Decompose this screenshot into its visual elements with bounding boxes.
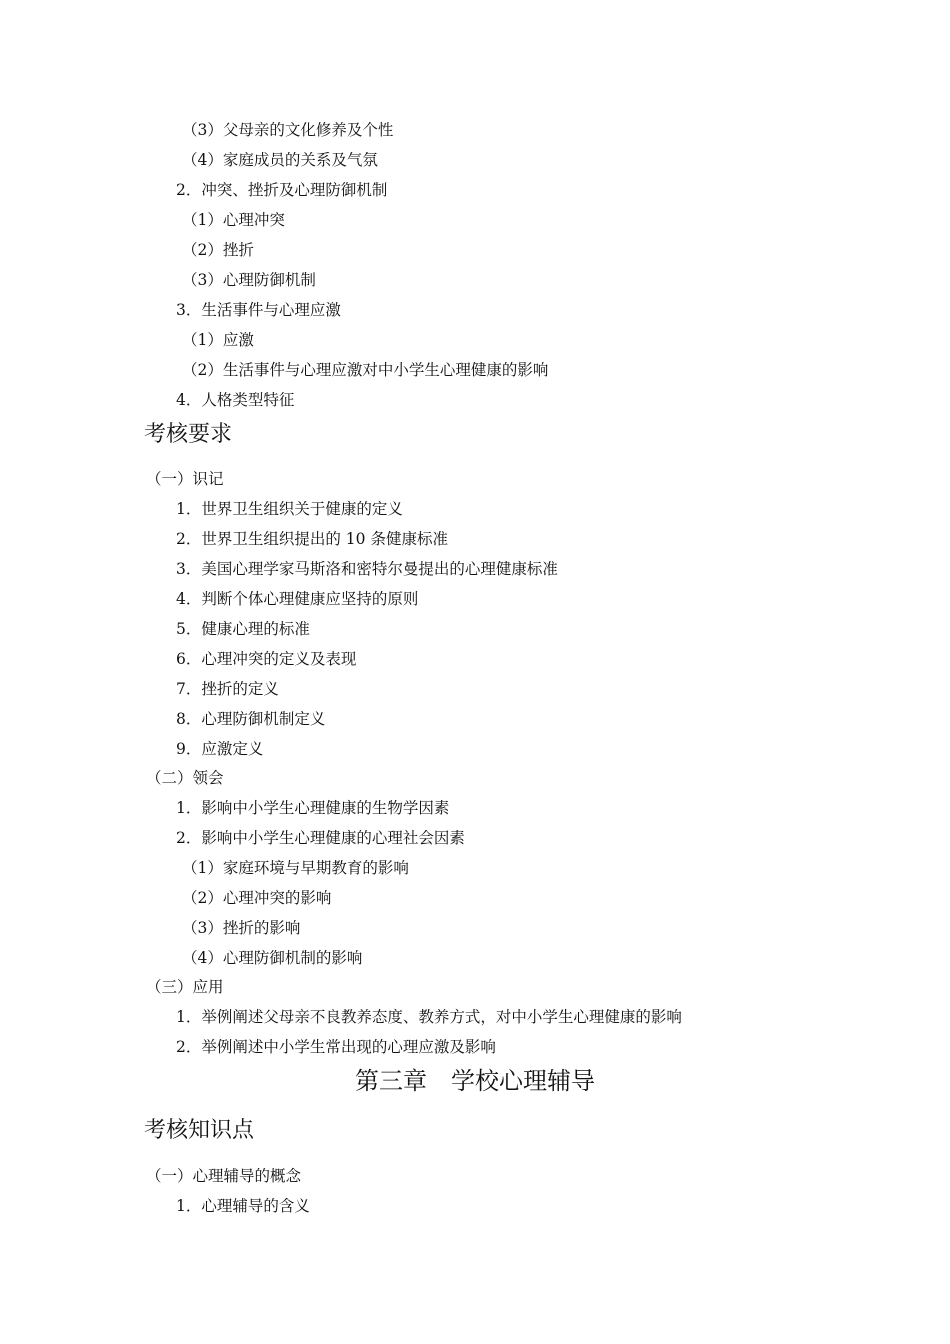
list-item: （1）家庭环境与早期教育的影响 [182, 859, 409, 877]
list-item: 6．心理冲突的定义及表现 [176, 650, 357, 668]
subsection-label-recall: （一）识记 [146, 470, 224, 488]
list-item: （1）应激 [182, 331, 254, 349]
list-item: 8．心理防御机制定义 [176, 710, 326, 728]
list-item: （4）家庭成员的关系及气氛 [182, 151, 378, 169]
list-item: 3．生活事件与心理应激 [176, 301, 341, 319]
list-item: 1．举例阐述父母亲不良教养态度、教养方式，对中小学生心理健康的影响 [176, 1008, 682, 1026]
list-item: 3．美国心理学家马斯洛和密特尔曼提出的心理健康标准 [176, 560, 558, 578]
list-item: 1．心理辅导的含义 [176, 1197, 310, 1215]
list-item: （2）心理冲突的影响 [182, 889, 332, 907]
list-item: 2．冲突、挫折及心理防御机制 [176, 181, 388, 199]
subsection-label-apply: （三）应用 [146, 978, 224, 996]
list-item: 1．影响中小学生心理健康的生物学因素 [176, 799, 450, 817]
list-item: 5．健康心理的标准 [176, 620, 310, 638]
list-item: 2．影响中小学生心理健康的心理社会因素 [176, 829, 465, 847]
list-item: （3）心理防御机制 [182, 271, 316, 289]
list-item: （3）挫折的影响 [182, 919, 301, 937]
subsection-label-concept: （一）心理辅导的概念 [146, 1167, 302, 1185]
list-item: （2）挫折 [182, 241, 254, 259]
list-item: 4．判断个体心理健康应坚持的原则 [176, 590, 419, 608]
list-item: 2．世界卫生组织提出的 10 条健康标准 [176, 530, 448, 548]
subsection-label-comprehend: （二）领会 [146, 769, 224, 787]
section-heading-requirements: 考核要求 [144, 422, 233, 447]
list-item: （3）父母亲的文化修养及个性 [182, 121, 394, 139]
list-item: 4．人格类型特征 [176, 391, 295, 409]
chapter-title: 第三章 学校心理辅导 [355, 1067, 595, 1095]
list-item: （1）心理冲突 [182, 211, 285, 229]
list-item: 7．挫折的定义 [176, 680, 279, 698]
list-item: （4）心理防御机制的影响 [182, 949, 363, 967]
list-item: （2）生活事件与心理应激对中小学生心理健康的影响 [182, 361, 549, 379]
list-item: 2．举例阐述中小学生常出现的心理应激及影响 [176, 1038, 496, 1056]
list-item: 9．应激定义 [176, 740, 264, 758]
section-heading-knowledge: 考核知识点 [144, 1118, 255, 1143]
list-item: 1．世界卫生组织关于健康的定义 [176, 500, 403, 518]
